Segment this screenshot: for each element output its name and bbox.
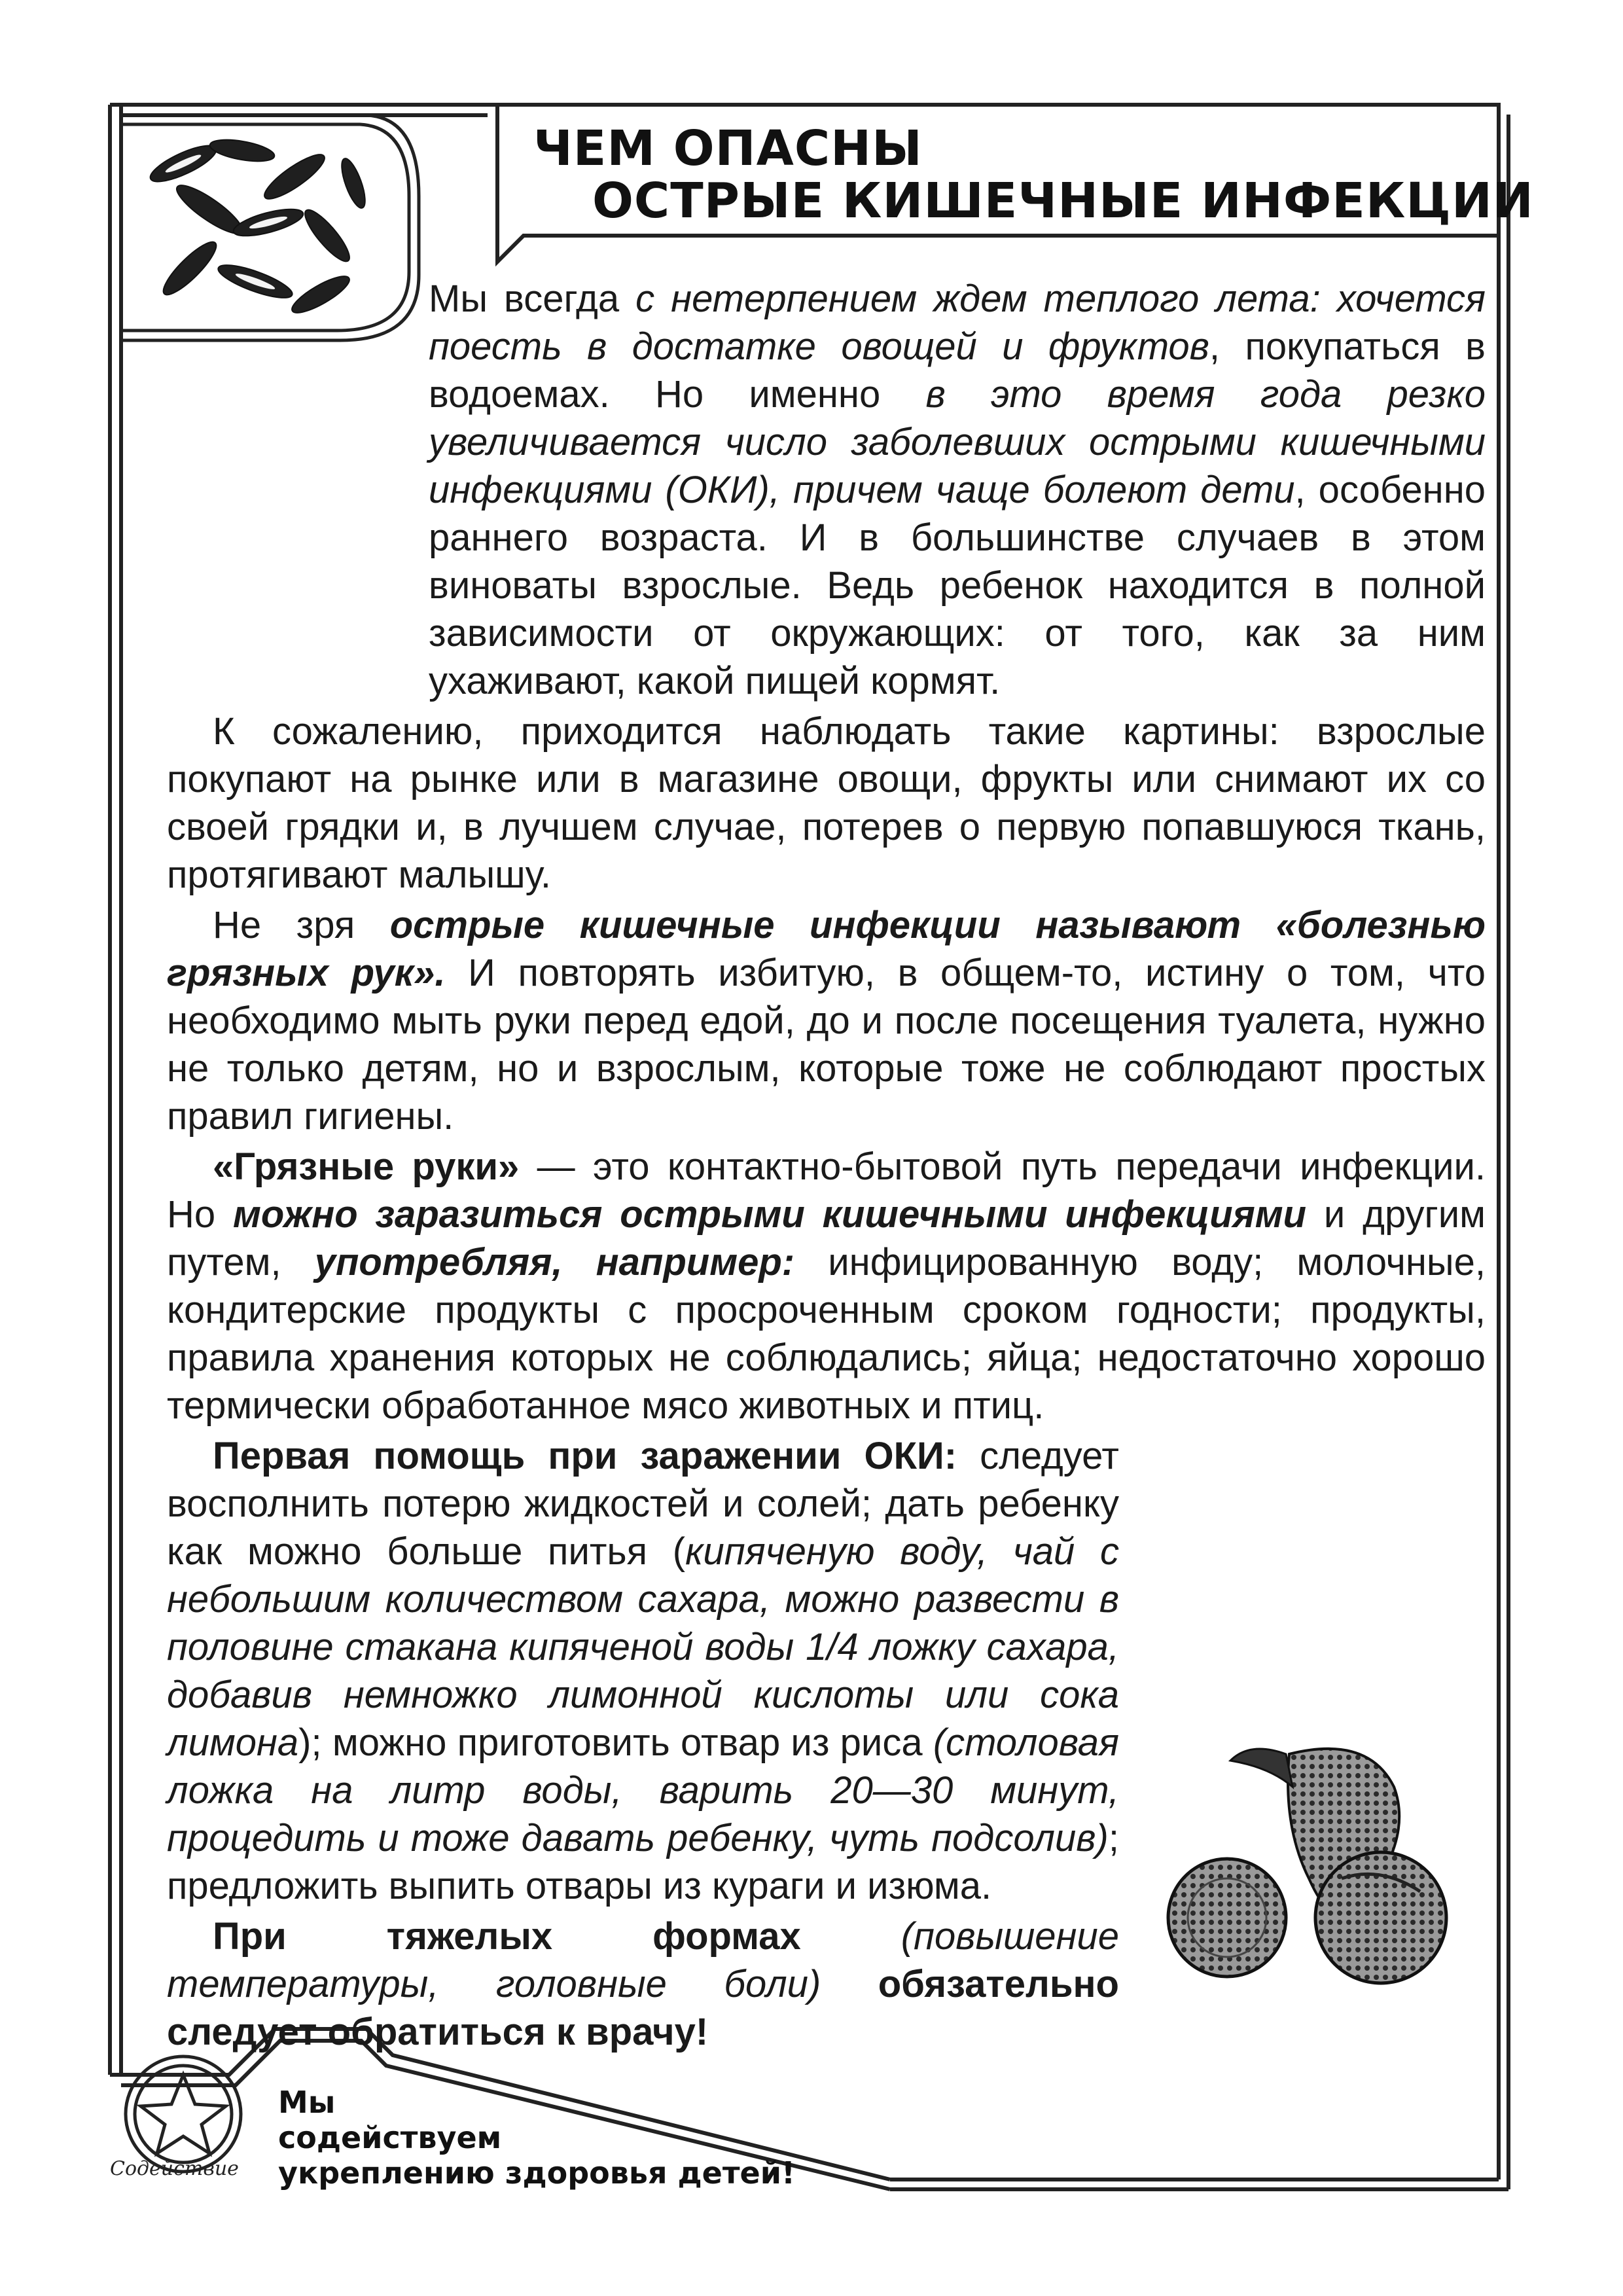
text-run: кипяченую воду, чай с небольшим количеством сахара, можно развести в половине стакана кипяченой воды 1/4 ложку сахара, добавив немножко лимонной кислоты или сока лимона [167, 1530, 1120, 1764]
text-run: Первая помощь при заражении ОКИ: [213, 1435, 957, 1477]
text-run: и другим путем, [167, 1193, 1486, 1283]
text-run: К сожалению, приходится наблюдать такие картины: взрослые покупают на рынке или в магазине овощи, фрукты или снимают их со своей грядки и, в лучшем случае, потерев о первую попавшуюся ткань, протягивают малышу. [167, 710, 1486, 896]
text-run: «Грязные руки» [213, 1145, 520, 1188]
text-run: с нетерпением ждем теплого лета: хочется поесть в достатке овощей и фруктов [429, 278, 1486, 368]
paragraph-4 [167, 1143, 1486, 1429]
text-run: можно заразиться острыми кишечными инфекциями [232, 1193, 1307, 1236]
paragraph-2 [167, 708, 1486, 899]
text-run: , особенно раннего возраста. И в большинстве случаев в этом виноваты взрослые. Ведь ребенок находится в полной зависимости от окружающих: от того, как за ним ухаживают, какой пищей кормят. [429, 469, 1486, 702]
footer-slogan-line2: содействуем [278, 2120, 502, 2155]
text-run: , покупаться в водоемах. Но именно [429, 325, 1486, 416]
logo-wordmark: Содействие [110, 2157, 239, 2180]
footer-slogan-line1: Мы [278, 2085, 336, 2120]
paragraph-1 [167, 275, 1486, 705]
footer-slogan-line3: укреплению здоровья детей! [278, 2155, 795, 2191]
text-run: Не зря [213, 904, 390, 946]
page-title-line1: ЧЕМ ОПАСНЫ [533, 120, 923, 177]
text-run: — это контактно-бытовой путь передачи инфекции. Но [167, 1145, 1486, 1236]
text-run: ; предложить выпить отвары из кураги и изюма. [167, 1817, 1119, 1907]
text-run: следует восполнить потерю жидкостей и солей; дать ребенку как можно больше питья ( [167, 1435, 1119, 1573]
text-run: При тяжелых формах [213, 1915, 801, 1958]
text-run: (столовая ложка на литр воды, варить 20—30 минут, процедить и тоже давать ребенку, чуть подсолив) [167, 1721, 1119, 1859]
text-run: в это время года резко увеличивается число заболевших острыми кишечными инфекциями (ОКИ), причем чаще болеют дети [429, 373, 1486, 511]
fruit-illustration [1152, 1734, 1472, 1996]
text-run: (повышение температуры, головные боли) [167, 1915, 1119, 2005]
text-run: употребляя, например: [314, 1241, 795, 1283]
paragraph-3 [167, 901, 1486, 1140]
text-run: Мы всегда [429, 278, 636, 320]
footer-slogan [278, 2085, 795, 2191]
text-run: И повторять избитую, в общем-то, истину о том, что необходимо мыть руки перед едой, до и после посещения туалета, нужно не только детям, но и взрослым, которые тоже не соблюдают простых правил гигиены. [167, 952, 1486, 1138]
text-run: инфицированную воду; молочные, кондитерские продукты с просроченным сроком годности; продукты, правила хранения которых не соблюдались; яйца; недостаточно хорошо термически обработанное мясо животных и птиц. [167, 1241, 1486, 1427]
text-run: ); можно приготовить отвар из риса [298, 1721, 933, 1764]
page-title-line2: ОСТРЫЕ КИШЕЧНЫЕ ИНФЕКЦИИ [592, 173, 1534, 229]
text-run: обязательно следует обратиться к врачу! [167, 1963, 1119, 2053]
text-run: острые кишечные инфекции называют «болезнью грязных рук». [167, 904, 1486, 994]
